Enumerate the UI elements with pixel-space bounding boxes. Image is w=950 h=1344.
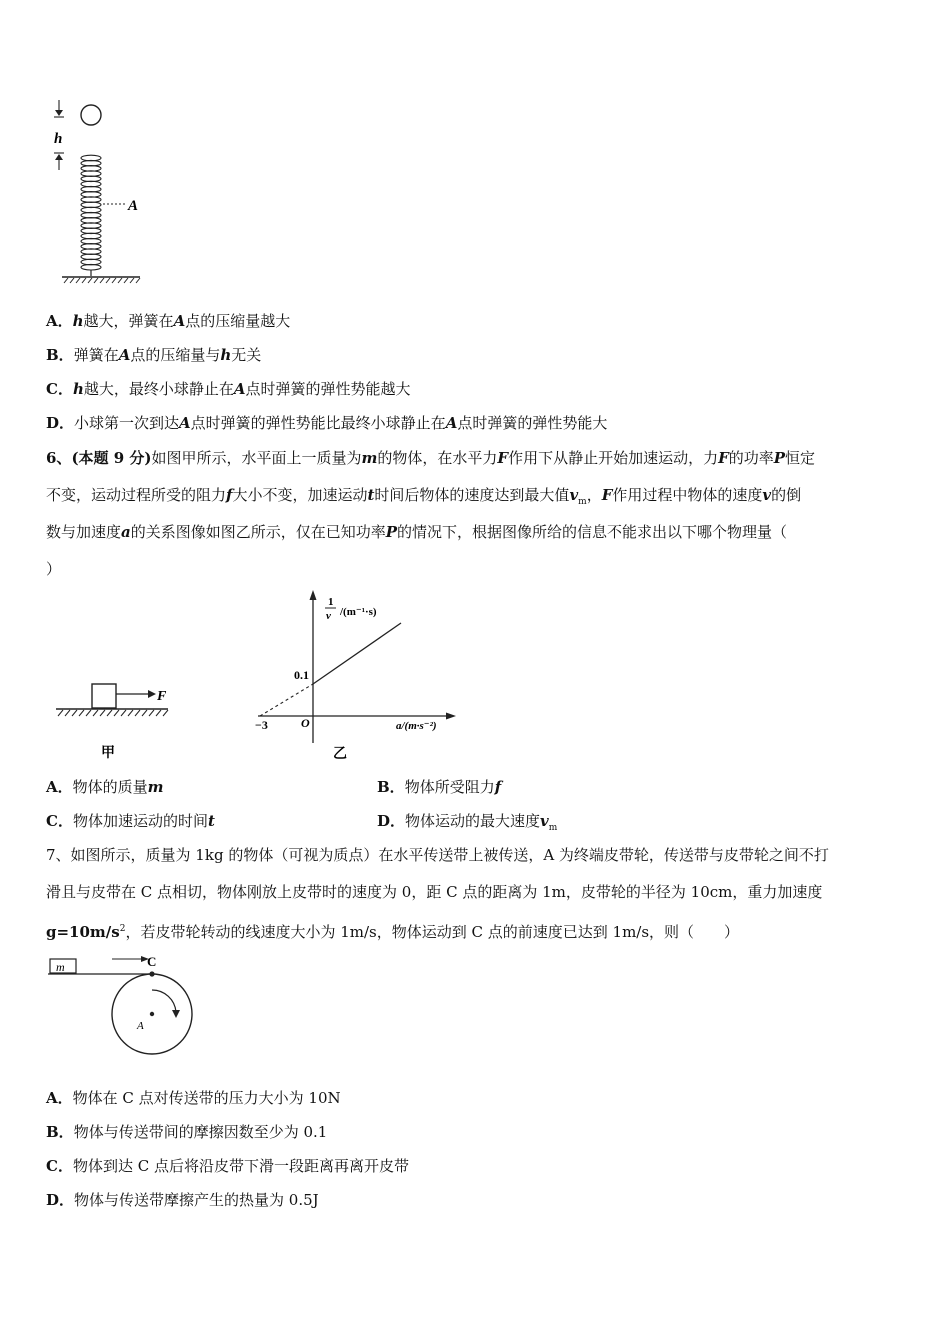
q7-stem-line-2: 滑且与皮带在 C 点相切，物体刚放上皮带时的速度为 0，距 C 点的距离为 1m，皮带轮的半径为 10cm，重力加速度	[46, 883, 823, 901]
y-axis-unit: /(m⁻¹·s)	[340, 606, 377, 618]
q5-option-a[interactable]: A．h越大，弹簧在A点的压缩量越大	[46, 312, 291, 330]
mass-label: m	[56, 960, 65, 974]
x-axis-label: a/(m·s⁻²)	[396, 720, 437, 732]
spring-figure	[50, 98, 160, 290]
q6-stem-line-1: 6、(本题 9 分)如图甲所示，水平面上一质量为m的物体，在水平力F作用下从静止开始加速运动，力F的功率P恒定	[46, 449, 816, 467]
rotation-arrow	[152, 990, 176, 1012]
y-label-numerator: 1	[328, 596, 334, 608]
point-c-label: C	[147, 954, 157, 969]
graph-line	[313, 623, 401, 684]
q6-stem-line-2: 不变，运动过程所受的阻力f大小不变，加速运动t时间后物体的速度达到最大值$v_m$，F作用过程中物体的速度v的倒	[46, 486, 802, 507]
q6-option-d[interactable]: D．物体运动的最大速度$v_m$	[377, 812, 558, 833]
point-a-label: A	[128, 198, 139, 214]
q7-option-a[interactable]: A．物体在 C 点对传送带的压力大小为 10N	[46, 1089, 341, 1107]
q5-option-b[interactable]: B．弹簧在A点的压缩量与h无关	[46, 346, 262, 364]
q7-stem-line-3: $g=10m/s^2$，若皮带轮转动的线速度大小为 1m/s，物体运动到 C 点的前速度已达到 1m/s，则（ ）	[46, 923, 740, 941]
q6-option-c[interactable]: C．物体加速运动的时间t	[46, 812, 215, 830]
caption-jia: 甲	[101, 746, 115, 761]
figure-jia	[52, 678, 182, 766]
figure-yi	[250, 588, 470, 766]
q5-option-c[interactable]: C．h越大，最终小球静止在A点时弹簧的弹性势能越大	[46, 380, 411, 398]
y-label-denominator: v	[326, 610, 331, 622]
q6-option-a[interactable]: A．物体的质量m	[46, 778, 164, 796]
q6-stem-line-4: ）	[46, 560, 62, 578]
center-a-label: A	[137, 1020, 144, 1032]
y-tick-label: 0.1	[294, 668, 309, 682]
q7-option-c[interactable]: C．物体到达 C 点后将沿皮带下滑一段距离再离开皮带	[46, 1157, 409, 1175]
q7-option-b[interactable]: B．物体与传送带间的摩擦因数至少为 0.1	[46, 1123, 328, 1141]
height-label: h	[54, 131, 63, 147]
x-tick-label: −3	[255, 718, 268, 732]
q6-stem-line-3: 数与加速度a的关系图像如图乙所示，仅在已知功率P的情况下，根据图像所给的信息不能求出以下哪个物理量（	[46, 523, 788, 541]
spring-coil	[81, 155, 101, 270]
q5-option-d[interactable]: D．小球第一次到达A点时弹簧的弹性势能比最终小球静止在A点时弹簧的弹性势能大	[46, 414, 608, 432]
graph-extrapolation	[260, 684, 313, 716]
caption-yi: 乙	[333, 747, 347, 762]
q7-stem-line-1: 7、如图所示，质量为 1kg 的物体（可视为质点）在水平传送带上被传送，A 为终端皮带轮，传送带与皮带轮之间不打	[46, 846, 829, 864]
origin-label: O	[301, 716, 310, 730]
force-label: F	[157, 689, 167, 704]
q7-option-d[interactable]: D．物体与传送带摩擦产生的热量为 0.5J	[46, 1191, 319, 1209]
q6-option-b[interactable]: B．物体所受阻力f	[377, 778, 502, 796]
conveyor-figure	[46, 950, 206, 1068]
